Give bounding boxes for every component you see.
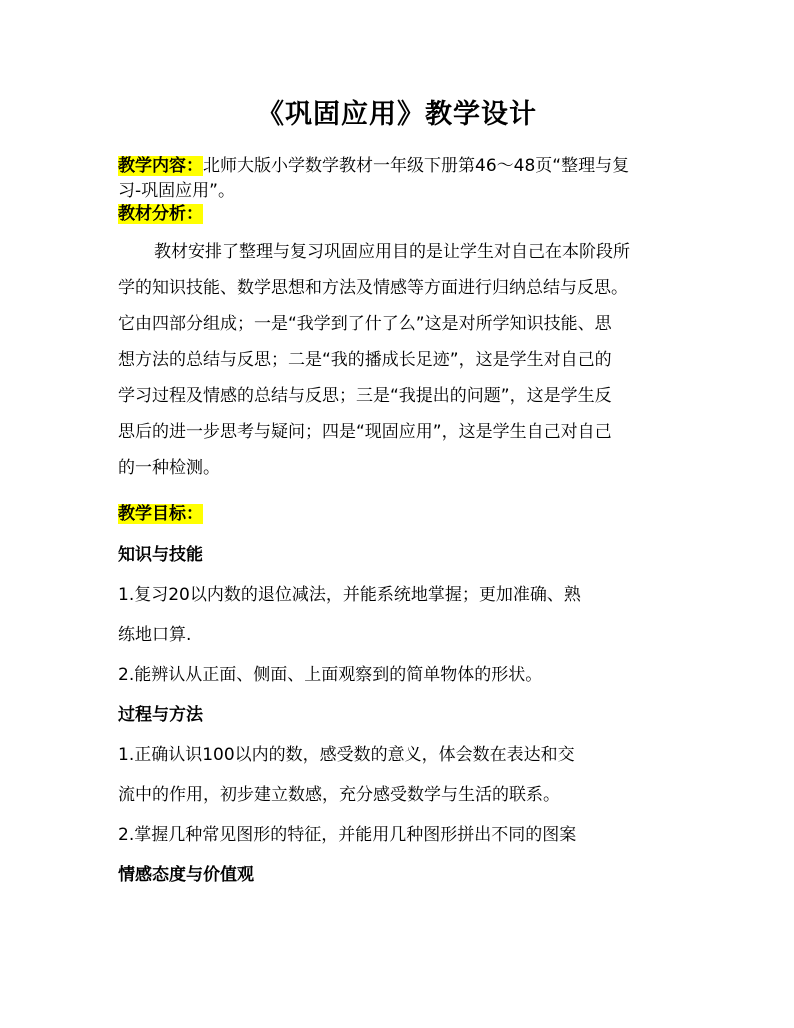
analysis-label: 教材分析： [118, 204, 203, 224]
content-line-2 [118, 176, 235, 201]
knowledge-line: 练地口算. [118, 625, 192, 645]
process-line: 2.掌握几种常见图形的特征，并能用几种图形拼出不同的图案 [118, 825, 577, 845]
analysis-label-line [118, 199, 203, 224]
content-line-1 [118, 151, 629, 176]
goals-label-line [118, 499, 203, 524]
analysis-line: 思后的进一步思考与疑问；四是“现固应用”，这是学生自己对自己 [118, 422, 612, 442]
knowledge-line: 2.能辨认从正面、侧面、上面观察到的简单物体的形状。 [118, 665, 543, 685]
analysis-line: 学习过程及情感的总结与反思；三是“我提出的问题”，这是学生反 [118, 386, 612, 406]
document-title: 《巩固应用》教学设计 [257, 99, 537, 130]
goals-label: 教学目标： [118, 504, 203, 524]
knowledge-line: 1.复习20以内数的退位减法，并能系统地掌握；更加准确、熟 [118, 585, 581, 605]
process-line: 流中的作用，初步建立数感，充分感受数学与生活的联系。 [118, 785, 560, 805]
process-heading: 过程与方法 [118, 705, 203, 725]
content-text-2: 习-巩固应用”。 [118, 181, 235, 201]
analysis-line: 想方法的总结与反思；二是“我的播成长足迹”，这是学生对自己的 [118, 350, 612, 370]
content-text-1: 北师大版小学数学教材一年级下册第46～48页“整理与复 [203, 156, 630, 176]
content-label: 教学内容： [118, 156, 203, 176]
knowledge-heading: 知识与技能 [118, 545, 203, 565]
analysis-line: 它由四部分组成；一是“我学到了什了么”这是对所学知识技能、思 [118, 314, 612, 334]
analysis-line: 的一种检测。 [118, 458, 220, 478]
analysis-line: 学的知识技能、数学思想和方法及情感等方面进行归纳总结与反思。 [118, 278, 628, 298]
emotion-heading: 情感态度与价值观 [118, 865, 254, 885]
analysis-line: 教材安排了整理与复习巩固应用目的是让学生对自己在本阶段所 [154, 242, 630, 262]
process-line: 1.正确认识100以内的数，感受数的意义，体会数在表达和交 [118, 745, 575, 765]
